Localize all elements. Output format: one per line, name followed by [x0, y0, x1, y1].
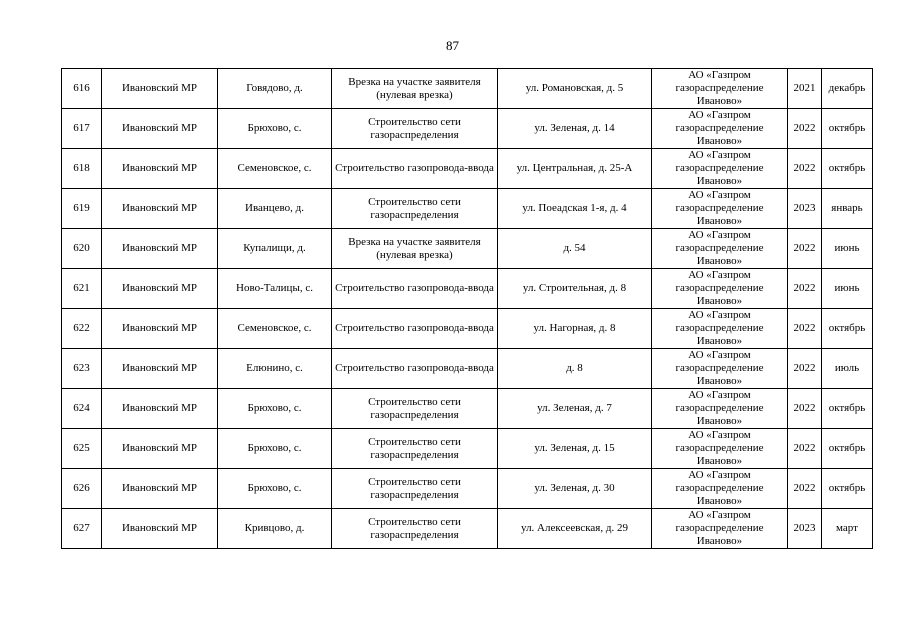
row-number-cell: 617 [62, 109, 102, 149]
year-cell: 2023 [788, 509, 822, 549]
table-row [62, 149, 873, 189]
work-type-cell: Строительство газопровода-ввода [332, 269, 498, 309]
table-row [62, 389, 873, 429]
locality-cell: Говядово, д. [218, 69, 332, 109]
table-row [62, 269, 873, 309]
address-cell: ул. Строительная, д. 8 [498, 269, 652, 309]
work-type-cell: Врезка на участке заявителя (нулевая врезка) [332, 229, 498, 269]
address-cell: ул. Поеадская 1-я, д. 4 [498, 189, 652, 229]
page-number: 87 [446, 38, 459, 53]
locality-cell: Семеновское, с. [218, 149, 332, 189]
table-row [62, 69, 873, 109]
organization-cell: АО «Газпром газораспределение Иваново» [652, 229, 788, 269]
locality-cell: Брюхово, с. [218, 389, 332, 429]
year-cell: 2023 [788, 189, 822, 229]
row-number-cell: 624 [62, 389, 102, 429]
table-row [62, 109, 873, 149]
organization-cell: АО «Газпром газораспределение Иваново» [652, 349, 788, 389]
month-cell: июнь [822, 269, 873, 309]
address-cell: ул. Зеленая, д. 14 [498, 109, 652, 149]
district-cell: Ивановский МР [102, 429, 218, 469]
month-cell: июль [822, 349, 873, 389]
row-number-cell: 622 [62, 309, 102, 349]
address-cell: ул. Алексеевская, д. 29 [498, 509, 652, 549]
address-cell: ул. Зеленая, д. 30 [498, 469, 652, 509]
district-cell: Ивановский МР [102, 469, 218, 509]
locality-cell: Кривцово, д. [218, 509, 332, 549]
work-type-cell: Строительство сети газораспределения [332, 429, 498, 469]
row-number-cell: 626 [62, 469, 102, 509]
district-cell: Ивановский МР [102, 149, 218, 189]
address-cell: ул. Нагорная, д. 8 [498, 309, 652, 349]
year-cell: 2022 [788, 429, 822, 469]
organization-cell: АО «Газпром газораспределение Иваново» [652, 309, 788, 349]
work-type-cell: Строительство сети газораспределения [332, 109, 498, 149]
organization-cell: АО «Газпром газораспределение Иваново» [652, 429, 788, 469]
month-cell: январь [822, 189, 873, 229]
month-cell: декабрь [822, 69, 873, 109]
organization-cell: АО «Газпром газораспределение Иваново» [652, 189, 788, 229]
year-cell: 2022 [788, 269, 822, 309]
organization-cell: АО «Газпром газораспределение Иваново» [652, 149, 788, 189]
month-cell: март [822, 509, 873, 549]
month-cell: июнь [822, 229, 873, 269]
month-cell: октябрь [822, 109, 873, 149]
year-cell: 2022 [788, 149, 822, 189]
table-row [62, 469, 873, 509]
address-cell: ул. Центральная, д. 25-А [498, 149, 652, 189]
year-cell: 2022 [788, 389, 822, 429]
table-row [62, 189, 873, 229]
work-type-cell: Строительство сети газораспределения [332, 189, 498, 229]
locality-cell: Иванцево, д. [218, 189, 332, 229]
locality-cell: Брюхово, с. [218, 429, 332, 469]
locality-cell: Брюхово, с. [218, 109, 332, 149]
work-type-cell: Строительство газопровода-ввода [332, 349, 498, 389]
work-type-cell: Строительство сети газораспределения [332, 509, 498, 549]
work-type-cell: Врезка на участке заявителя (нулевая врезка) [332, 69, 498, 109]
address-cell: ул. Романовская, д. 5 [498, 69, 652, 109]
work-type-cell: Строительство сети газораспределения [332, 469, 498, 509]
district-cell: Ивановский МР [102, 109, 218, 149]
row-number-cell: 619 [62, 189, 102, 229]
row-number-cell: 616 [62, 69, 102, 109]
row-number-cell: 620 [62, 229, 102, 269]
year-cell: 2022 [788, 469, 822, 509]
organization-cell: АО «Газпром газораспределение Иваново» [652, 269, 788, 309]
locality-cell: Семеновское, с. [218, 309, 332, 349]
table-row [62, 229, 873, 269]
locality-cell: Купалищи, д. [218, 229, 332, 269]
year-cell: 2022 [788, 109, 822, 149]
row-number-cell: 625 [62, 429, 102, 469]
district-cell: Ивановский МР [102, 189, 218, 229]
year-cell: 2022 [788, 309, 822, 349]
address-cell: ул. Зеленая, д. 7 [498, 389, 652, 429]
organization-cell: АО «Газпром газораспределение Иваново» [652, 109, 788, 149]
month-cell: октябрь [822, 429, 873, 469]
table-body [62, 69, 873, 549]
district-cell: Ивановский МР [102, 229, 218, 269]
work-type-cell: Строительство сети газораспределения [332, 389, 498, 429]
row-number-cell: 618 [62, 149, 102, 189]
address-cell: ул. Зеленая, д. 15 [498, 429, 652, 469]
district-cell: Ивановский МР [102, 269, 218, 309]
work-type-cell: Строительство газопровода-ввода [332, 309, 498, 349]
district-cell: Ивановский МР [102, 349, 218, 389]
row-number-cell: 623 [62, 349, 102, 389]
year-cell: 2021 [788, 69, 822, 109]
organization-cell: АО «Газпром газораспределение Иваново» [652, 389, 788, 429]
address-cell: д. 54 [498, 229, 652, 269]
organization-cell: АО «Газпром газораспределение Иваново» [652, 69, 788, 109]
locality-cell: Брюхово, с. [218, 469, 332, 509]
district-cell: Ивановский МР [102, 309, 218, 349]
table-row [62, 349, 873, 389]
district-cell: Ивановский МР [102, 389, 218, 429]
locality-cell: Елюнино, с. [218, 349, 332, 389]
organization-cell: АО «Газпром газораспределение Иваново» [652, 469, 788, 509]
locality-cell: Ново-Талицы, с. [218, 269, 332, 309]
month-cell: октябрь [822, 389, 873, 429]
row-number-cell: 627 [62, 509, 102, 549]
work-type-cell: Строительство газопровода-ввода [332, 149, 498, 189]
month-cell: октябрь [822, 469, 873, 509]
table-row [62, 509, 873, 549]
district-cell: Ивановский МР [102, 509, 218, 549]
table-row [62, 429, 873, 469]
row-number-cell: 621 [62, 269, 102, 309]
month-cell: октябрь [822, 149, 873, 189]
month-cell: октябрь [822, 309, 873, 349]
year-cell: 2022 [788, 349, 822, 389]
table-row [62, 309, 873, 349]
district-cell: Ивановский МР [102, 69, 218, 109]
gasification-table [61, 68, 873, 549]
year-cell: 2022 [788, 229, 822, 269]
organization-cell: АО «Газпром газораспределение Иваново» [652, 509, 788, 549]
address-cell: д. 8 [498, 349, 652, 389]
